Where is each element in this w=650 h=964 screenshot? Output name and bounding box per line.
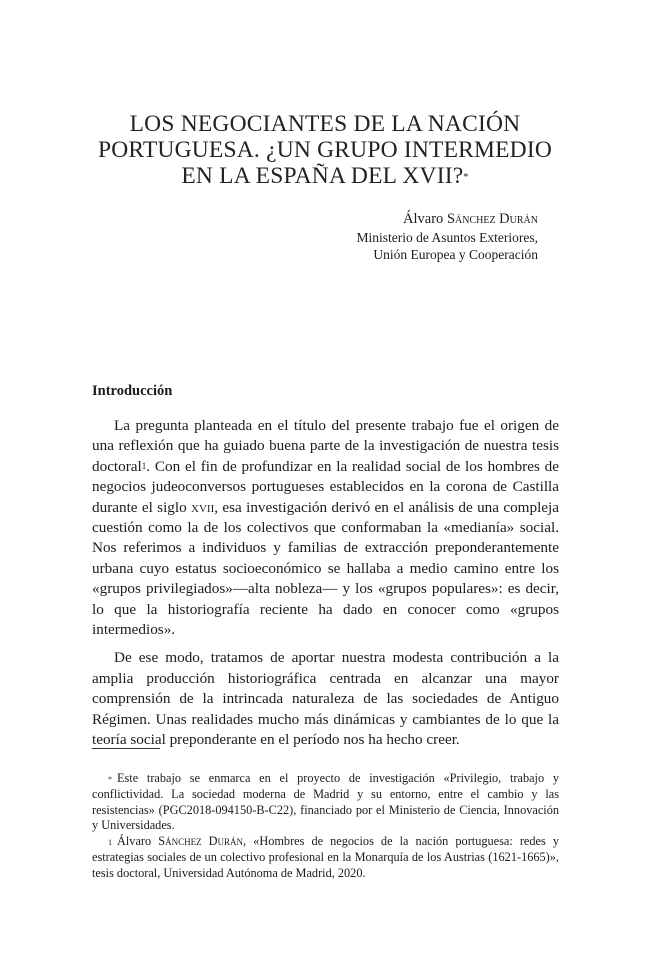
footnote-star-mark: * xyxy=(108,775,112,784)
footnote-star-text: Este trabajo se enmarca en el proyecto de investigación «Privilegio, trabajo y conflictividad. La sociedad moderna de Madrid y su entorno, entre el cambio y las resistencias» (PGC2018-094150-B-C22), financiado por el Ministerio de Ciencia, Innovación y Universidades. xyxy=(92,771,559,833)
footnotes xyxy=(92,771,559,882)
paragraph-1 xyxy=(92,416,559,640)
footnote-star xyxy=(92,771,559,834)
paragraph-1-part-c: , esa investigación derivó en el análisis de una compleja cuestión como la de los colectivos que conformaban la «medianía» social. Nos referimos a individuos y familias de extracción preponderantemente urbana cuyo estatus socioeconómico se hallaba a medio camino entre los «grupos privilegiados»—alta nobleza— y los «grupos populares»: es decir, lo que la historiografía reciente ha dado en conocer como «grupos intermedios». xyxy=(92,498,559,639)
author-block xyxy=(357,210,538,263)
author-surname: Sánchez Durán xyxy=(446,211,538,227)
title-line-1: LOS NEGOCIANTES DE LA NACIÓN xyxy=(129,111,521,137)
footnote-1-surname: Sánchez Durán xyxy=(158,834,244,849)
author-affiliation-line-2: Unión Europea y Cooperación xyxy=(373,247,538,262)
author-first-name: Álvaro xyxy=(403,211,444,227)
paragraph-1-part-a: La pregunta planteada en el título del presente trabajo fue el origen de una reflexión que ha guiado buena parte de la investigación de nuestra tesis doctoral xyxy=(92,417,559,475)
footnote-1-text: , «Hombres de negocios de la nación portuguesa: redes y estrategias sociales de un colectivo profesional en la Monarquía de los Austrias (1621-1665)», tesis doctoral, Universidad Autónoma de Madrid, 2020. xyxy=(92,834,560,880)
century-numeral: xvii xyxy=(191,498,215,516)
title-line-3 xyxy=(60,163,590,189)
body-text xyxy=(92,416,559,759)
footnote-separator xyxy=(92,748,160,749)
paragraph-2: De ese modo, tratamos de aportar nuestra modesta contribución a la amplia producción historiográfica centrada en alcanzar una mayor comprensión de la intrincada naturaleza de las sociedades de Antiguo Régimen. Unas realidades mucho más dinámicas y cambiantes de lo que la teoría social preponderante en el período nos ha hecho creer. xyxy=(92,649,559,749)
author-affiliation-line-1: Ministerio de Asuntos Exteriores, xyxy=(356,230,538,245)
title-line-2: PORTUGUESA. ¿UN GRUPO INTERMEDIO xyxy=(97,137,553,163)
article-title xyxy=(60,111,590,189)
title-footnote-mark: * xyxy=(463,172,469,183)
title-line-3-text: EN LA ESPAÑA DEL XVII? xyxy=(181,163,464,189)
footnote-1 xyxy=(92,834,559,881)
paragraph-1-part-b: . Con el fin de profundizar en la realidad social de los hombres de negocios judeoconversos portugueses establecidos en la corona de Castilla durante el siglo xyxy=(92,457,559,516)
section-heading: Introducción xyxy=(92,383,173,399)
author-name xyxy=(357,210,538,229)
footnote-1-first-name: Álvaro xyxy=(117,834,152,849)
footnote-ref-1: 1 xyxy=(141,460,147,471)
footnote-1-mark: 1 xyxy=(108,838,112,848)
